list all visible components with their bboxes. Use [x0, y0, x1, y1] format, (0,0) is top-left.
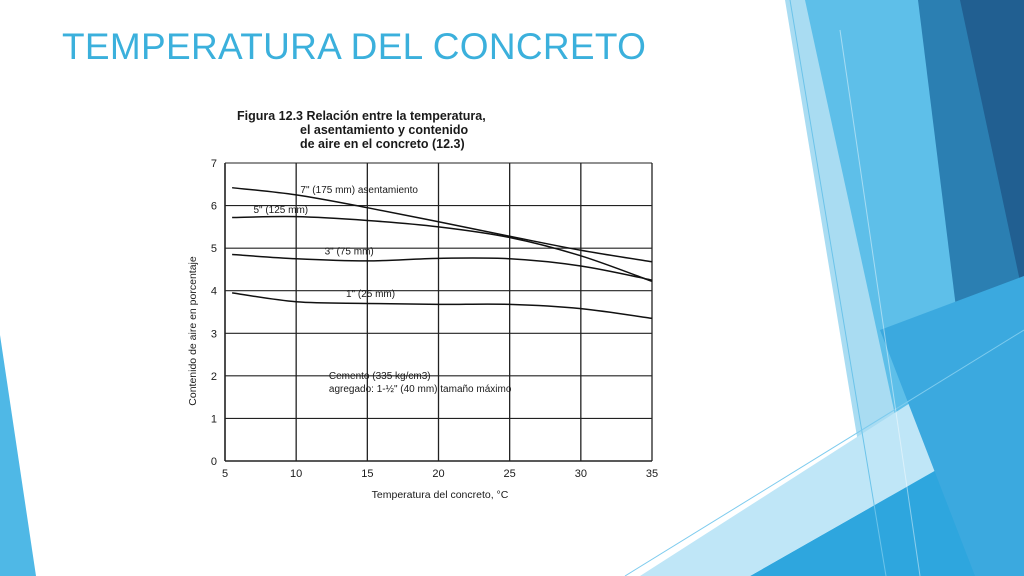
caption-line: el asentamiento y contenido [300, 123, 469, 137]
y-axis-label: Contenido de aire en porcentaje [187, 256, 199, 406]
y-tick-label: 5 [210, 243, 217, 256]
x-tick-label: 5 [221, 468, 229, 480]
slide-title: TEMPERATURA DEL CONCRETO [62, 26, 647, 67]
y-tick-label: 0 [210, 456, 217, 468]
x-tick-label: 30 [574, 468, 587, 480]
x-tick-label: 25 [503, 468, 516, 480]
y-tick-label: 4 [210, 285, 217, 298]
chart-annotation [329, 371, 512, 395]
series-line [232, 293, 652, 319]
series-label: 3" (75 mm) [324, 246, 374, 258]
y-tick-label: 2 [210, 370, 217, 383]
chart-series [232, 185, 652, 319]
chart-caption [237, 109, 486, 151]
y-tick-label: 6 [210, 200, 217, 213]
caption-line: de aire en el concreto (12.3) [300, 137, 465, 151]
annotation-line: Cemento (335 kg/cm3) [328, 370, 431, 382]
x-tick-label: 10 [290, 468, 303, 480]
series-label: 7" (175 mm) asentamiento [300, 184, 418, 196]
annotation-line: agregado: 1-½" (40 mm) tamaño máximo [328, 383, 512, 395]
series-line [232, 188, 652, 262]
x-tick-label: 20 [432, 468, 445, 480]
y-tick-label: 1 [210, 413, 217, 426]
series-line [232, 217, 652, 282]
y-tick-label: 7 [210, 158, 217, 170]
series-label: 1" (25 mm) [345, 289, 396, 301]
x-tick-label: 35 [645, 468, 659, 480]
y-tick-label: 3 [210, 328, 217, 341]
x-axis-label: Temperatura del concreto, °C [371, 489, 509, 501]
series-label: 5" (125 mm) [253, 205, 309, 217]
caption-line: Figura 12.3 Relación entre la temperatura, [237, 109, 486, 123]
x-tick-label: 15 [361, 468, 374, 480]
